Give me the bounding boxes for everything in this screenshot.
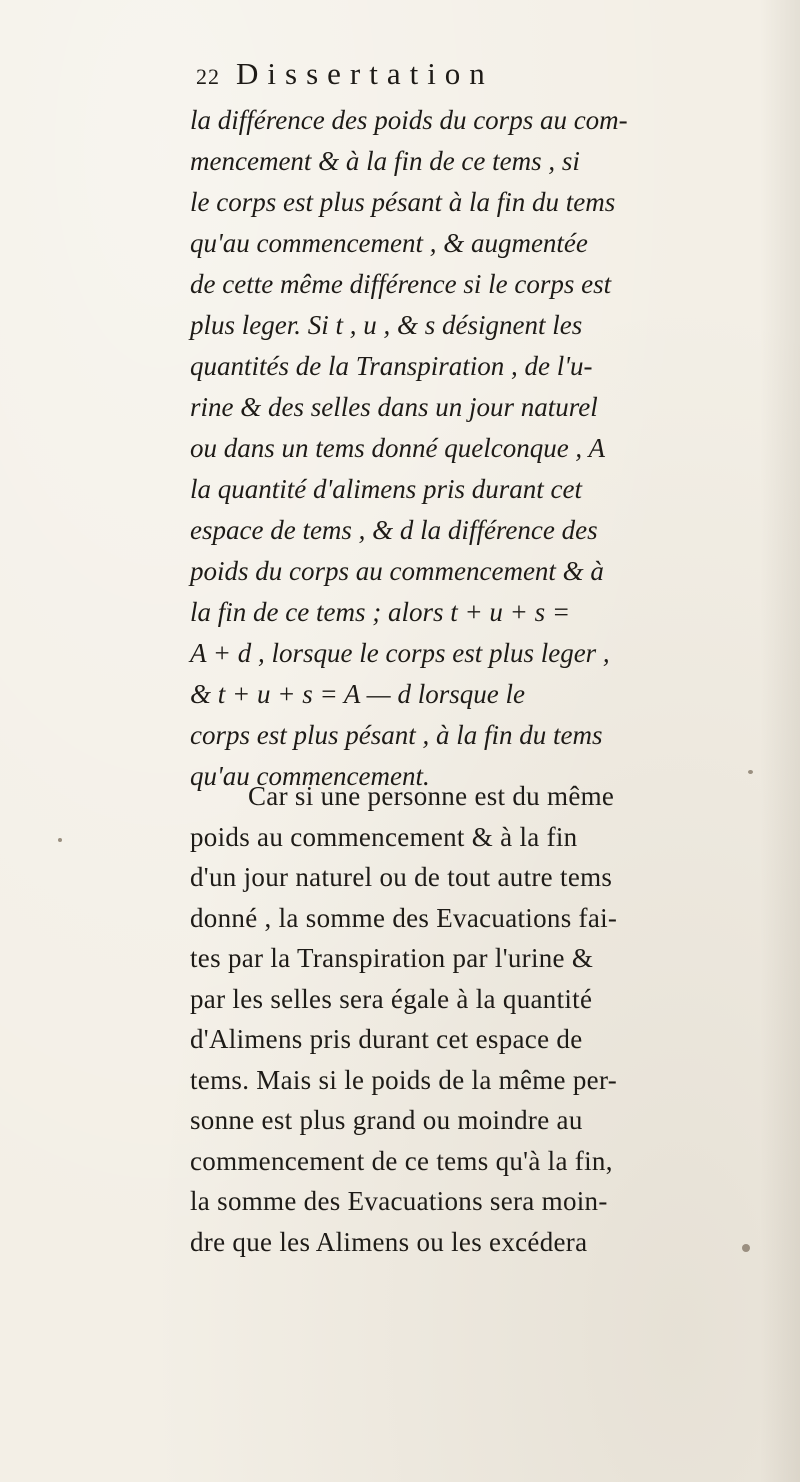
running-head: Dissertation bbox=[236, 56, 494, 91]
roman-paragraph-line: dre que les Alimens ou les excédera bbox=[190, 1226, 588, 1257]
page-header bbox=[196, 56, 716, 100]
ink-speck bbox=[58, 838, 62, 842]
page-number: 22 bbox=[196, 64, 220, 89]
italic-paragraph-line: qu'au commencement. bbox=[190, 761, 430, 791]
roman-paragraph bbox=[190, 776, 770, 1262]
roman-paragraph-line: sonne est plus grand ou moindre au bbox=[190, 1105, 583, 1135]
italic-paragraph-line: qu'au commencement , & augmentée bbox=[190, 228, 588, 258]
ink-speck bbox=[742, 1244, 750, 1252]
roman-paragraph-line: par les selles sera égale à la quantité bbox=[190, 983, 593, 1014]
italic-paragraph bbox=[190, 100, 770, 797]
roman-paragraph-line: Car si une personne est du même bbox=[248, 781, 615, 811]
roman-paragraph-line: la somme des Evacuations sera moin- bbox=[190, 1186, 608, 1216]
italic-paragraph-line: de cette même différence si le corps est bbox=[190, 269, 612, 299]
italic-paragraph-line: la quantité d'alimens pris durant cet bbox=[190, 474, 583, 504]
roman-paragraph-line: poids au commencement & à la fin bbox=[190, 821, 578, 852]
italic-paragraph-line: quantités de la Transpiration , de l'u- bbox=[190, 351, 593, 381]
roman-paragraph-line: tes par la Transpiration par l'urine & bbox=[190, 943, 594, 973]
italic-paragraph-line: poids du corps au commencement & à bbox=[190, 556, 604, 586]
italic-paragraph-line: rine & des selles dans un jour naturel bbox=[190, 392, 598, 422]
italic-paragraph-line: mencement & à la fin de ce tems , si bbox=[190, 146, 580, 176]
italic-paragraph-line: plus leger. Si t , u , & s désignent les bbox=[190, 310, 583, 340]
italic-paragraph-line: la différence des poids du corps au com- bbox=[190, 105, 628, 135]
italic-paragraph-line: A + d , lorsque le corps est plus leger , bbox=[190, 638, 610, 668]
italic-paragraph-line: la fin de ce tems ; alors t + u + s = bbox=[190, 597, 571, 627]
italic-paragraph-line: corps est plus pésant , à la fin du tems bbox=[190, 720, 603, 750]
roman-paragraph-line: d'Alimens pris durant cet espace de bbox=[190, 1024, 583, 1054]
roman-paragraph-line: donné , la somme des Evacuations fai- bbox=[190, 902, 618, 933]
roman-paragraph-line: tems. Mais si le poids de la même per- bbox=[190, 1064, 618, 1095]
italic-paragraph-line: & t + u + s = A — d lorsque le bbox=[190, 679, 525, 709]
roman-paragraph-line: commencement de ce tems qu'à la fin, bbox=[190, 1145, 613, 1176]
italic-paragraph-line: espace de tems , & d la différence des bbox=[190, 515, 598, 545]
ink-speck bbox=[748, 770, 753, 774]
roman-paragraph-line: d'un jour naturel ou de tout autre tems bbox=[190, 862, 613, 892]
italic-paragraph-line: ou dans un tems donné quelconque , A bbox=[190, 433, 605, 463]
italic-paragraph-line: le corps est plus pésant à la fin du tems bbox=[190, 187, 616, 217]
